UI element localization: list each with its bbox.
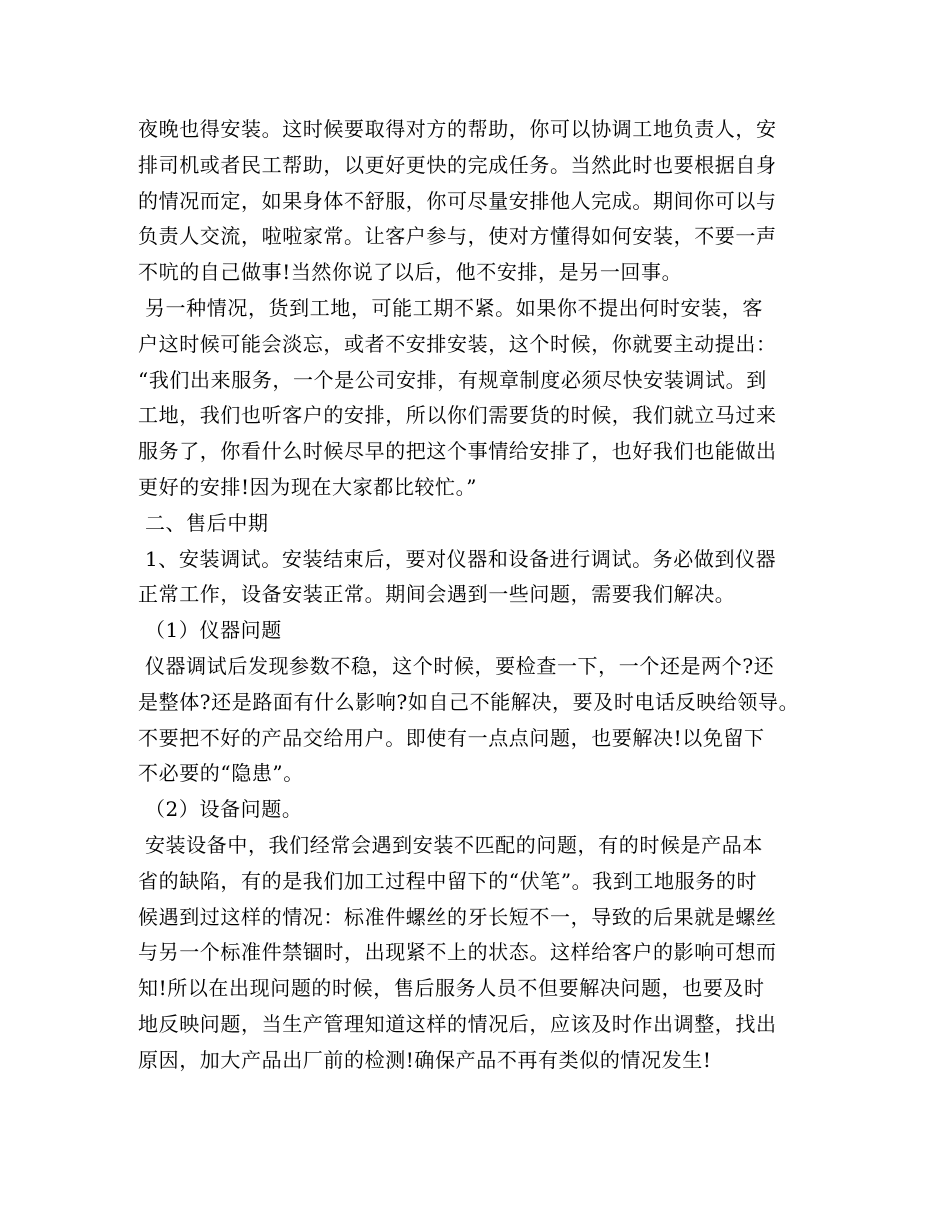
text-line: 户这时候可能会淡忘，或者不安排安装，这个时候，你就要主动提出：: [138, 331, 777, 356]
text-line: 不吭的自己做事!当然你说了以后，他不安排，是另一回事。: [138, 260, 683, 285]
text-line: “我们出来服务，一个是公司安排，有规章制度必须尽快安装调试。到: [138, 367, 767, 392]
text-line: 另一种情况，货到工地，可能工期不紧。如果你不提出何时安装，客: [138, 295, 763, 320]
text-line: 安装设备中，我们经常会遇到安装不匹配的问题，有的时候是产品本: [138, 832, 763, 857]
text-line: 候遇到过这样的情况：标准件螺丝的牙长短不一，导致的后果就是螺丝: [138, 904, 777, 929]
text-line: 不必要的“隐患”。: [138, 761, 304, 786]
text-line: 夜晚也得安装。这时候要取得对方的帮助，你可以协调工地负责人，安: [138, 117, 777, 141]
text-line: 不要把不好的产品交给用户。即使有一点点问题，也要解决!以免留下: [138, 725, 765, 750]
text-line: 服务了，你看什么时候尽早的把这个事情给安排了，也好我们也能做出: [138, 439, 777, 464]
text-line: 更好的安排!因为现在大家都比较忙。”: [138, 474, 478, 499]
text-line: 地反映问题，当生产管理知道这样的情况后，应该及时作出调整，找出: [138, 1011, 777, 1036]
text-line: 的情况而定，如果身体不舒服，你可尽量安排他人完成。期间你可以与: [138, 188, 777, 213]
text-line: （2）设备问题。: [138, 797, 303, 822]
text-line: 工地，我们也听客户的安排，所以你们需要货的时候，我们就立马过来: [138, 403, 777, 428]
text-line: 1、安装调试。安装结束后，要对仪器和设备进行调试。务必做到仪器: [138, 546, 777, 571]
text-line: 是整体?还是路面有什么影响?如自己不能解决，要及时电话反映给领导。: [138, 689, 800, 714]
text-line: 与另一个标准件禁锢时，出现紧不上的状态。这样给客户的影响可想而: [138, 940, 777, 965]
text-line: 知!所以在出现问题的时候，售后服务人员不但要解决问题，也要及时: [138, 976, 765, 1001]
text-line: （1）仪器问题: [138, 618, 282, 643]
text-line: 正常工作，设备安装正常。期间会遇到一些问题，需要我们解决。: [138, 582, 736, 607]
text-line: 负责人交流，啦啦家常。让客户参与，使对方懂得如何安装，不要一声: [138, 224, 777, 249]
document-body: [138, 112, 828, 1079]
text-line: 排司机或者民工帮助，以更好更快的完成任务。当然此时也要根据自身: [138, 152, 777, 177]
text-line: 二、售后中期: [138, 510, 269, 535]
text-line: 仪器调试后发现参数不稳，这个时候，要检查一下，一个还是两个?还: [138, 653, 775, 678]
text-line: 原因，加大产品出厂前的检测!确保产品不再有类似的情况发生!: [138, 1047, 712, 1072]
text-line: 省的缺陷，有的是我们加工过程中留下的“伏笔”。我到工地服务的时: [138, 868, 758, 893]
